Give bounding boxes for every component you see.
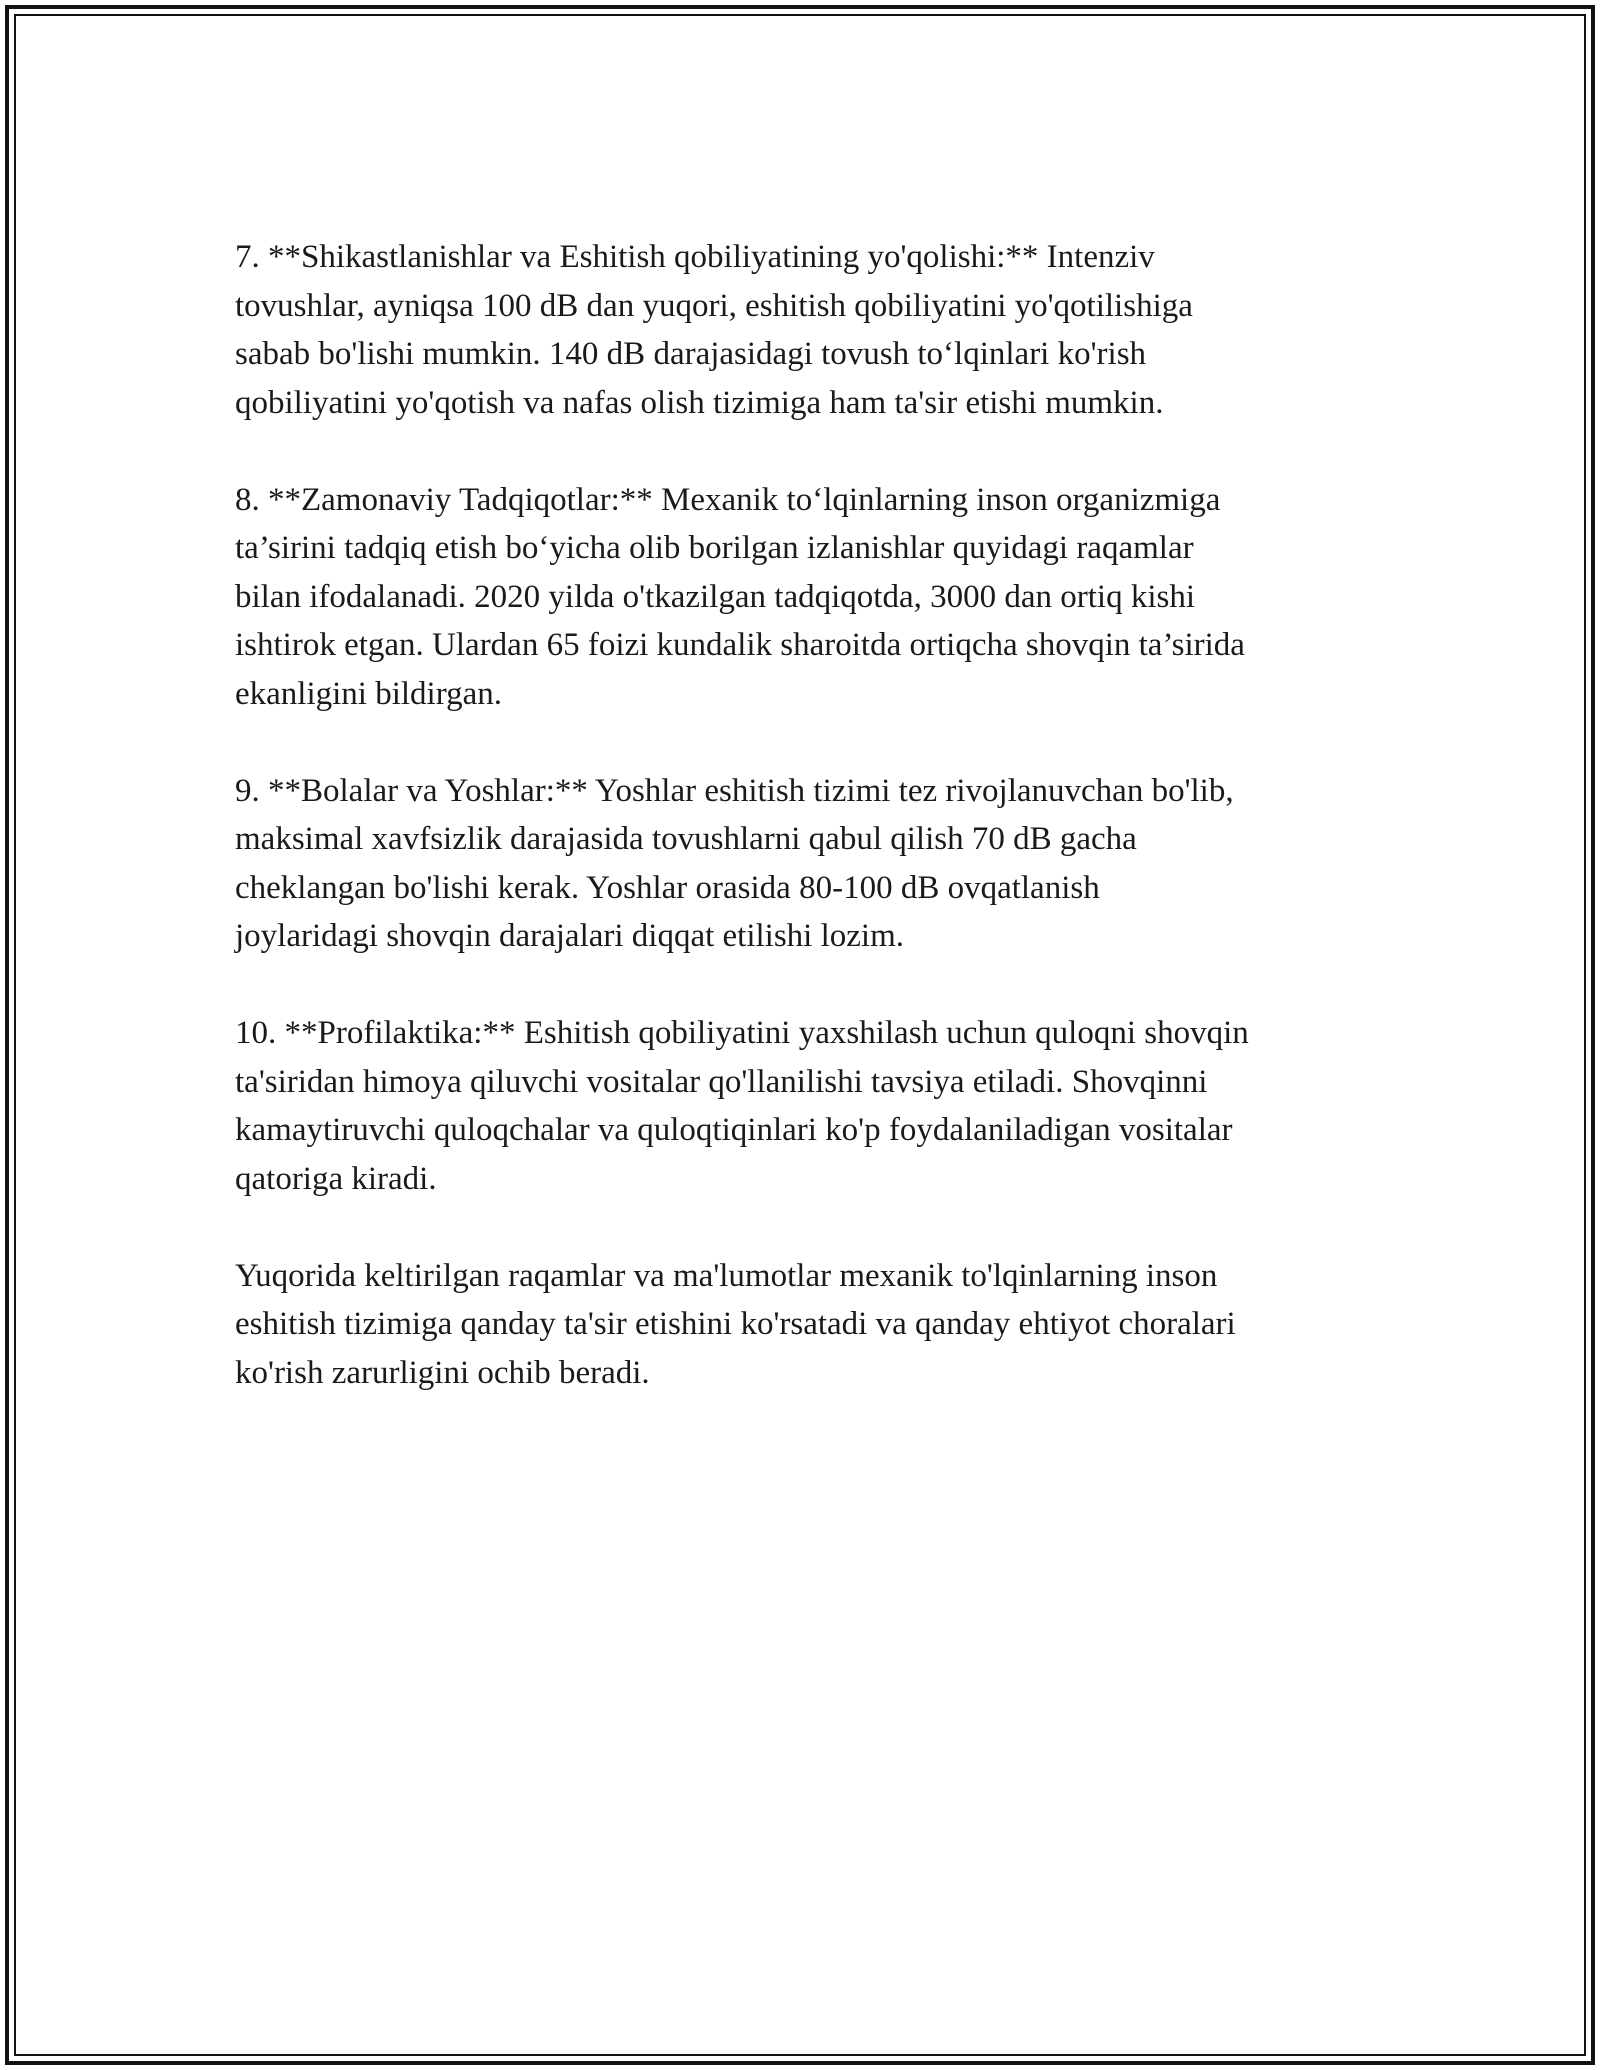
paragraph-9-children-youth: 9. **Bolalar va Yoshlar:** Yoshlar eshitish tizimi tez rivojlanuvchan bo'lib, maksimal xavfsizlik darajasida tovushlarni qabul qilish 70 dB gacha cheklangan bo'lishi kerak. Yoshlar orasida 80-100 dB ovqatlanish joylaridagi shovqin darajalari diqqat etilishi lozim. [235, 772, 1234, 954]
paragraph-conclusion: Yuqorida keltirilgan raqamlar va ma'lumotlar mexanik to'lqinlarning inson eshitish tizimiga qanday ta'sir etishini ko'rsatadi va qanday ehtiyot choralari ko'rish zarurligini ochib beradi. [235, 1257, 1236, 1391]
paragraph-7-injuries-hearing-loss: 7. **Shikastlanishlar va Eshitish qobiliyatining yo'qolishi:** Intenziv tovushlar, ayniqsa 100 dB dan yuqori, eshitish qobiliyatini yo'qotilishiga sabab bo'lishi mumkin. 140 dB darajasidagi tovush to‘lqinlari ko'rish qobiliyatini yo'qotish va nafas olish tizimiga ham ta'sir etishi mumkin. [235, 239, 1193, 421]
paragraph-10-prevention: 10. **Profilaktika:** Eshitish qobiliyatini yaxshilash uchun quloqni shovqin ta'siridan himoya qiluvchi vositalar qo'llanilishi tavsiya etiladi. Shovqinni kamaytiruvchi quloqchalar va quloqtiqinlari ko'p foydalaniladigan vositalar qatoriga kiradi. [235, 1015, 1249, 1197]
document-body [235, 233, 1385, 1446]
paragraph-8-modern-research: 8. **Zamonaviy Tadqiqotlar:** Mexanik to‘lqinlarning inson organizmiga ta’sirini tadqiq etish bo‘yicha olib borilgan izlanishlar quyidagi raqamlar bilan ifodalanadi. 2020 yilda o'tkazilgan tadqiqotda, 3000 dan ortiq kishi ishtirok etgan. Ulardan 65 foizi kundalik sharoitda ortiqcha shovqin ta’sirida ekanligini bildirgan. [235, 481, 1245, 712]
